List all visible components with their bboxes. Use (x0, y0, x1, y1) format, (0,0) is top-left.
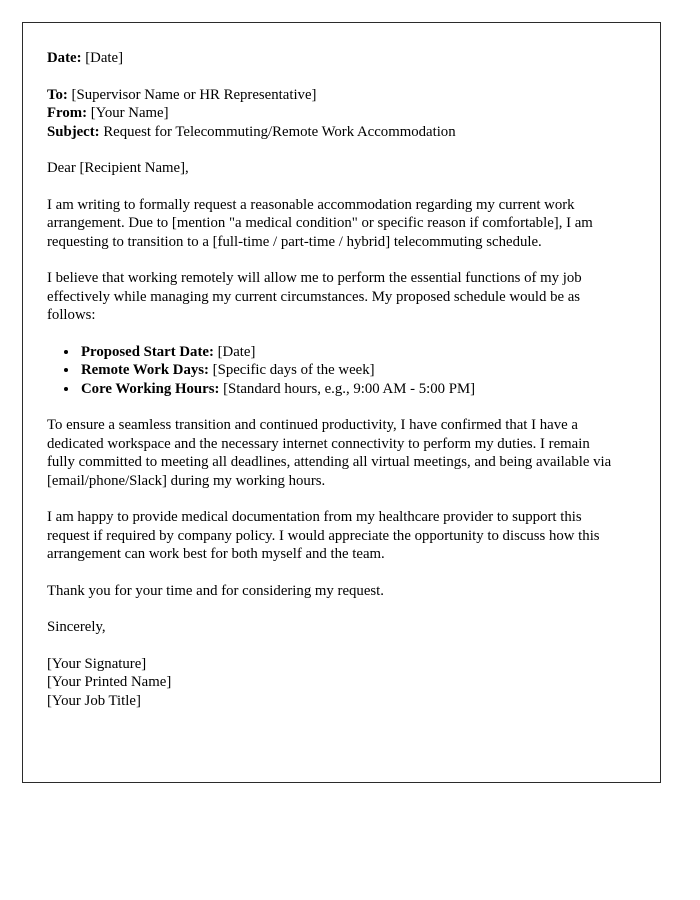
date-value: [Date] (85, 50, 124, 66)
from-value: [Your Name] (90, 105, 169, 121)
signature-line: [Your Signature] (47, 655, 147, 672)
paragraph-documentation: I am happy to provide medical documentation from my healthcare provider to support this request if required by company policy. I would appreciate the opportunity to discuss how this arrangement can work best for both myself and the team. (47, 509, 600, 562)
date-label: Date: (47, 50, 82, 66)
signature-block (47, 655, 620, 711)
printed-name-line: [Your Printed Name] (47, 674, 172, 690)
to-value: [Supervisor Name or HR Representative] (71, 86, 317, 103)
list-item (79, 380, 620, 399)
subject-line (47, 123, 620, 142)
letter-header-block (47, 86, 620, 142)
closing: Sincerely, (47, 619, 106, 635)
subject-value: Request for Telecommuting/Remote Work Accommodation (103, 123, 456, 140)
to-label: To: (47, 86, 68, 103)
from-label: From: (47, 105, 87, 121)
to-line (47, 86, 620, 105)
document-page (22, 22, 661, 783)
from-line (47, 104, 620, 123)
remote-work-days-label: Remote Work Days: (81, 362, 209, 378)
job-title-line: [Your Job Title] (47, 692, 141, 709)
paragraph-rationale: I believe that working remotely will allow me to perform the essential functions of my job effectively while managing my current circumstances. My proposed schedule would be as follows: (47, 270, 582, 323)
salutation: Dear [Recipient Name], (47, 160, 189, 176)
subject-label: Subject: (47, 123, 100, 140)
paragraph-request: I am writing to formally request a reasonable accommodation regarding my current work arrangement. Due to [mention "a medical condition" or specific reason if comfortable], I am requesting to transition to a [full-time / part-time / hybrid] telecommuting schedule. (47, 196, 593, 250)
list-item (79, 343, 620, 362)
core-working-hours-value: [Standard hours, e.g., 9:00 AM - 5:00 PM] (223, 380, 476, 397)
proposed-start-date-value: [Date] (217, 343, 256, 360)
date-line (47, 49, 620, 68)
proposed-start-date-label: Proposed Start Date: (81, 343, 214, 360)
letter-body (23, 23, 660, 710)
core-working-hours-label: Core Working Hours: (81, 380, 220, 397)
proposed-schedule-list (47, 343, 620, 399)
remote-work-days-value: [Specific days of the week] (212, 362, 375, 378)
paragraph-workspace: To ensure a seamless transition and continued productivity, I have confirmed that I have a dedicated workspace and the necessary internet connectivity to perform my duties. I remain fully committed to meeting all deadlines, attending all virtual meetings, and being available via [email/phone/Slack] during my working hours. (47, 417, 612, 489)
list-item (79, 361, 620, 380)
paragraph-thanks: Thank you for your time and for considering my request. (47, 582, 384, 599)
